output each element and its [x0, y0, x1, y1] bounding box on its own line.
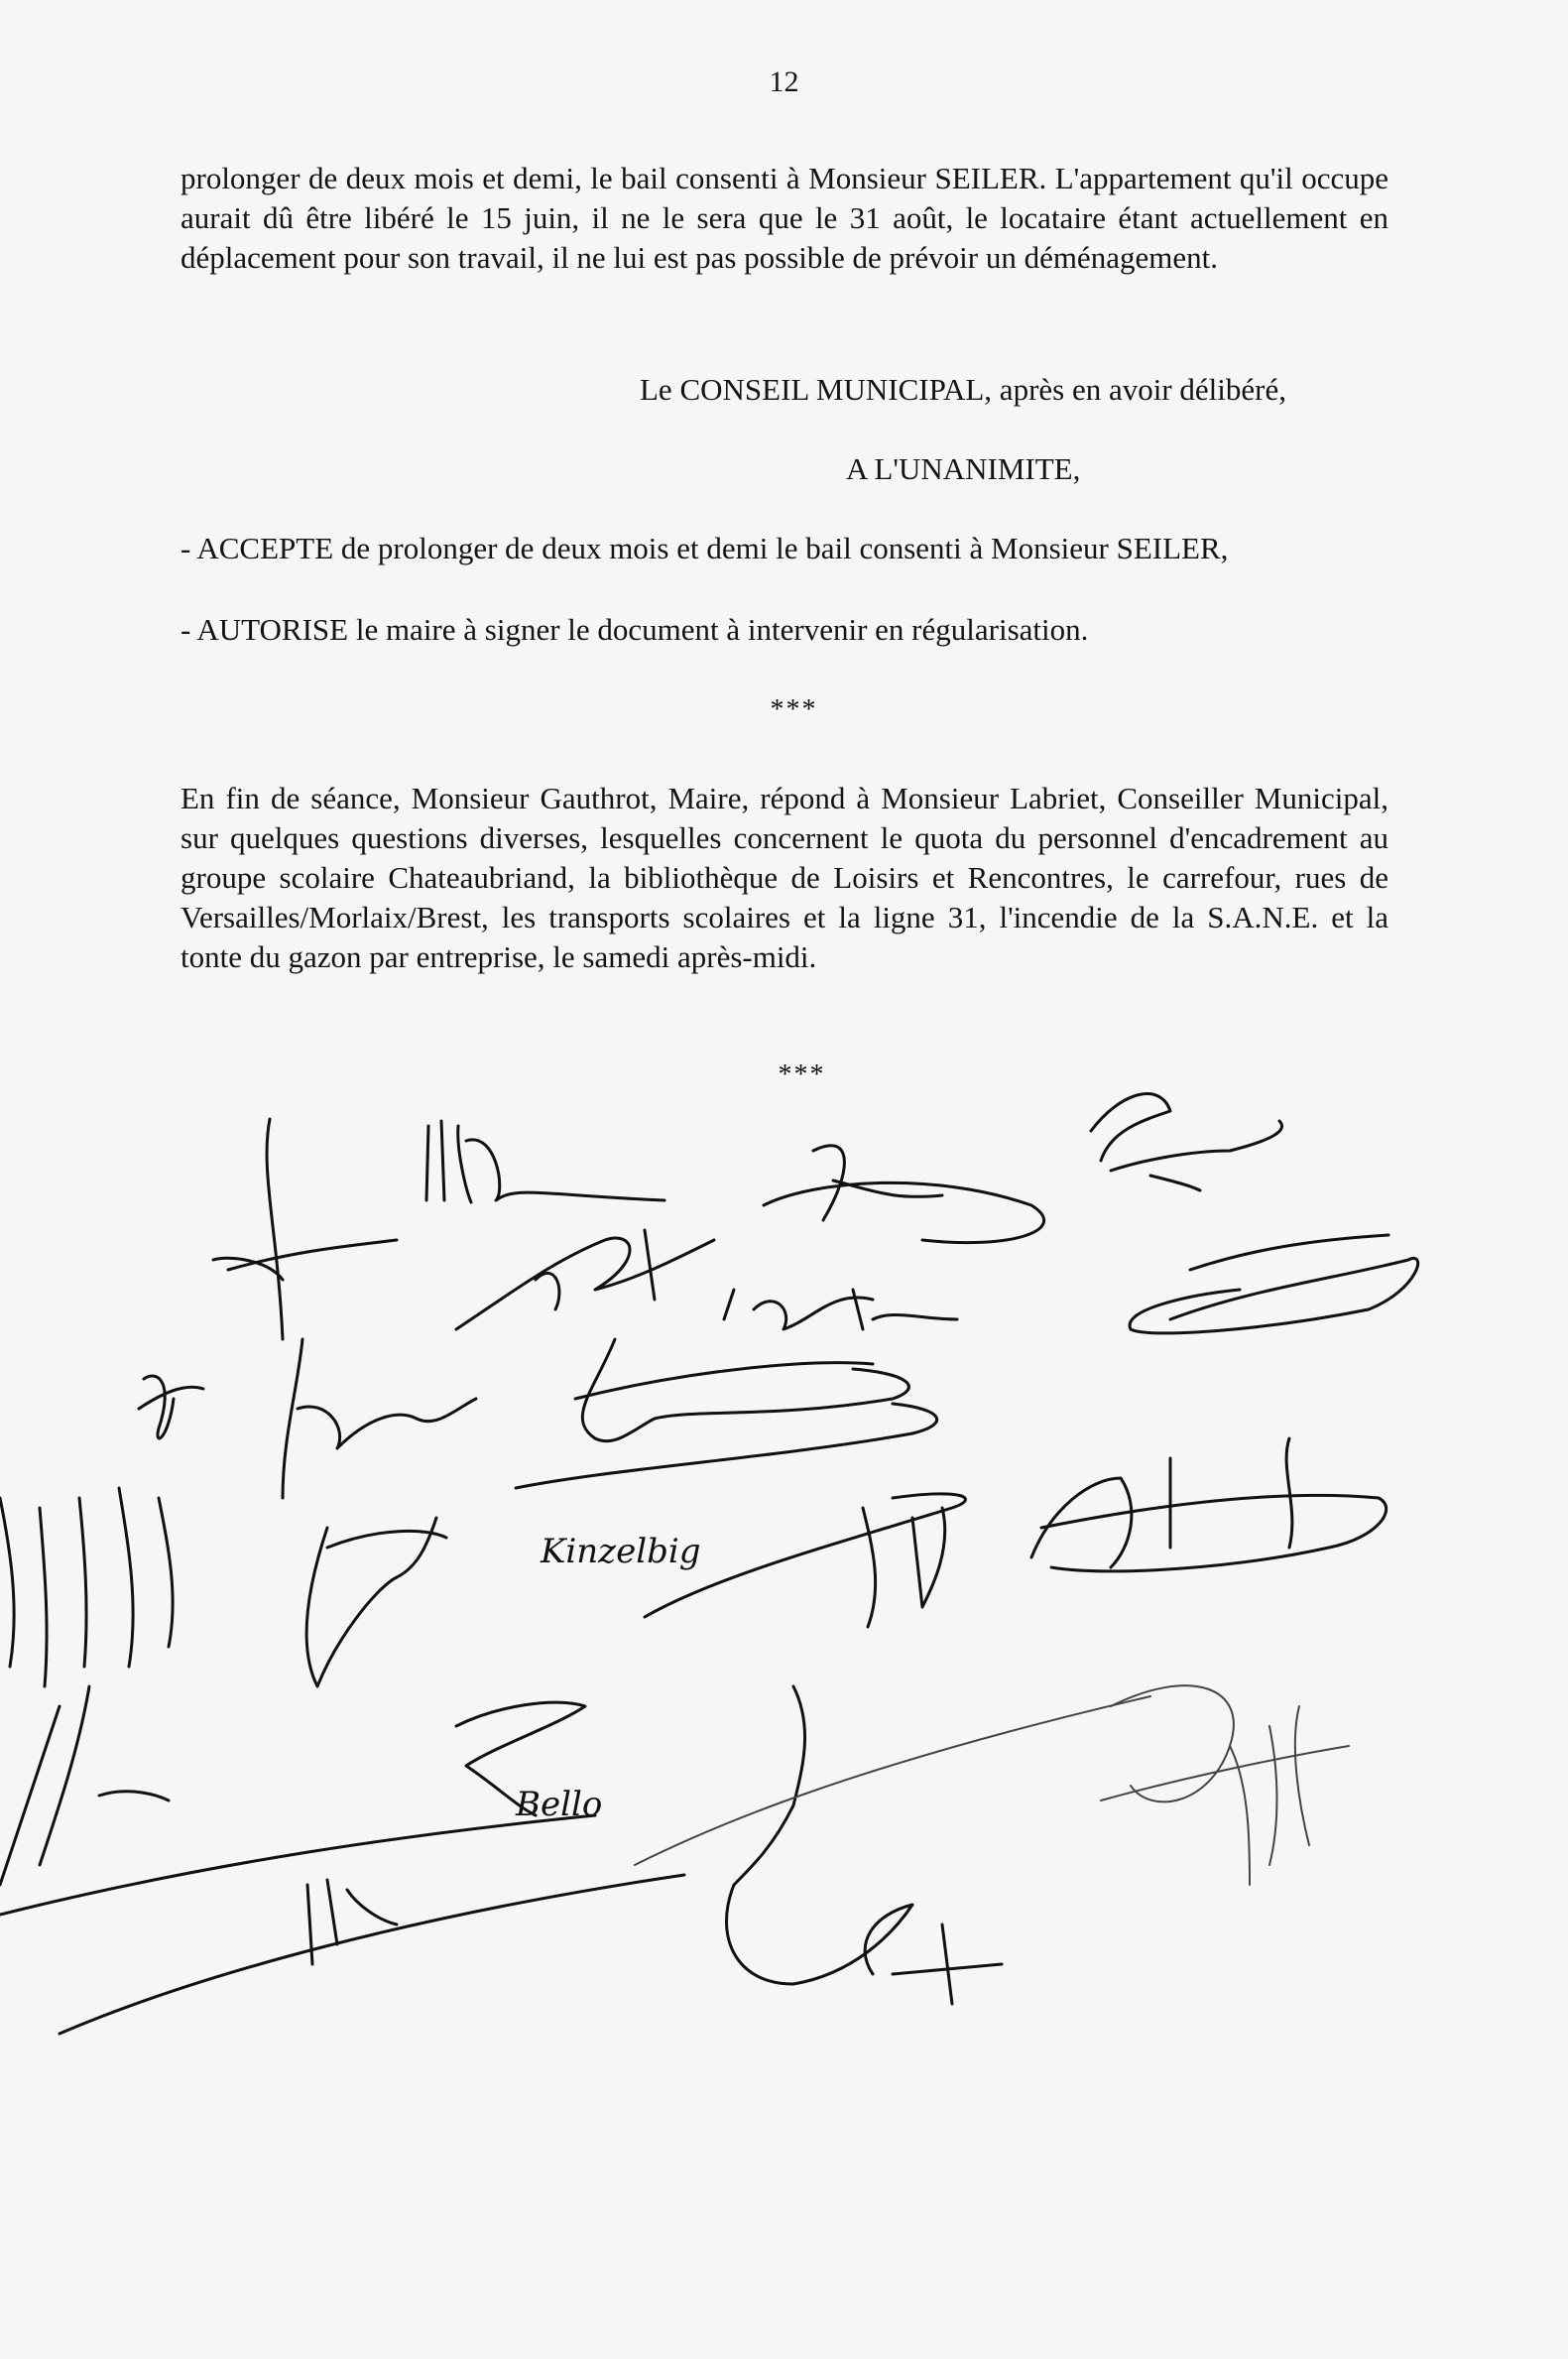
signature-15 — [1031, 1438, 1387, 1571]
signature-1 — [213, 1119, 397, 1339]
signature-8 — [139, 1376, 203, 1438]
signature-11 — [0, 1488, 173, 1686]
section-separator-2: *** — [778, 1059, 826, 1090]
signature-9 — [283, 1339, 476, 1498]
paragraph-closing-questions: En fin de séance, Monsieur Gauthrot, Maire, répond à Monsieur Labriet, Conseiller Municipal, sur quelques questions diverses, lesquelles concernent le quota du personnel d'encadrement au groupe scolaire Chateaubriand, la bibliothèque de Loisirs et Rencontres, le carrefour, rues de Versailles/Morlaix/Brest, les transports scolaires et la ligne 31, l'incendie de la S.A.N.E. et la tonte du gazon par entreprise, le samedi après-midi. — [181, 781, 1388, 974]
signatures-block — [0, 1071, 1568, 2359]
signature-18 — [60, 1875, 684, 2034]
paragraph-lease-extension: prolonger de deux mois et demi, le bail consenti à Monsieur SEILER. L'appartement qu'il occupe aurait dû être libéré le 15 juin, il ne le sera que le 31 août, le locataire étant actuellement en déplacement pour son travail, il ne lui est pas possible de prévoir un déménagement. — [181, 161, 1388, 275]
signature-20 — [1101, 1685, 1349, 1885]
section-separator: *** — [770, 694, 818, 725]
signature-16 — [0, 1686, 595, 1915]
signature-3 — [456, 1230, 714, 1329]
council-deliberation: Le CONSEIL MUNICIPAL, après en avoir délibéré, — [640, 372, 1286, 407]
signature-2 — [426, 1121, 664, 1202]
signature-bello: Bello — [516, 1785, 603, 1824]
signature-6 — [1091, 1094, 1282, 1190]
unanimity-line: A L'UNANIMITE, — [846, 451, 1081, 486]
signature-19 — [635, 1686, 1150, 2004]
signature-10 — [516, 1339, 937, 1488]
decision-authorize: - AUTORISE le maire à signer le document à intervenir en régularisation. — [181, 612, 1089, 647]
decision-accept: - ACCEPTE de prolonger de deux mois et demi le bail consenti à Monsieur SEILER, — [181, 531, 1229, 565]
signature-12 — [306, 1518, 446, 1686]
signature-4 — [764, 1146, 1044, 1243]
signature-13-text — [540, 1532, 700, 1571]
signature-5 — [724, 1290, 957, 1329]
signature-kinzelbig: Kinzelbig — [541, 1532, 701, 1571]
signature-17 — [456, 1702, 602, 1824]
signature-7 — [1130, 1235, 1418, 1333]
page-number: 12 — [769, 65, 799, 98]
